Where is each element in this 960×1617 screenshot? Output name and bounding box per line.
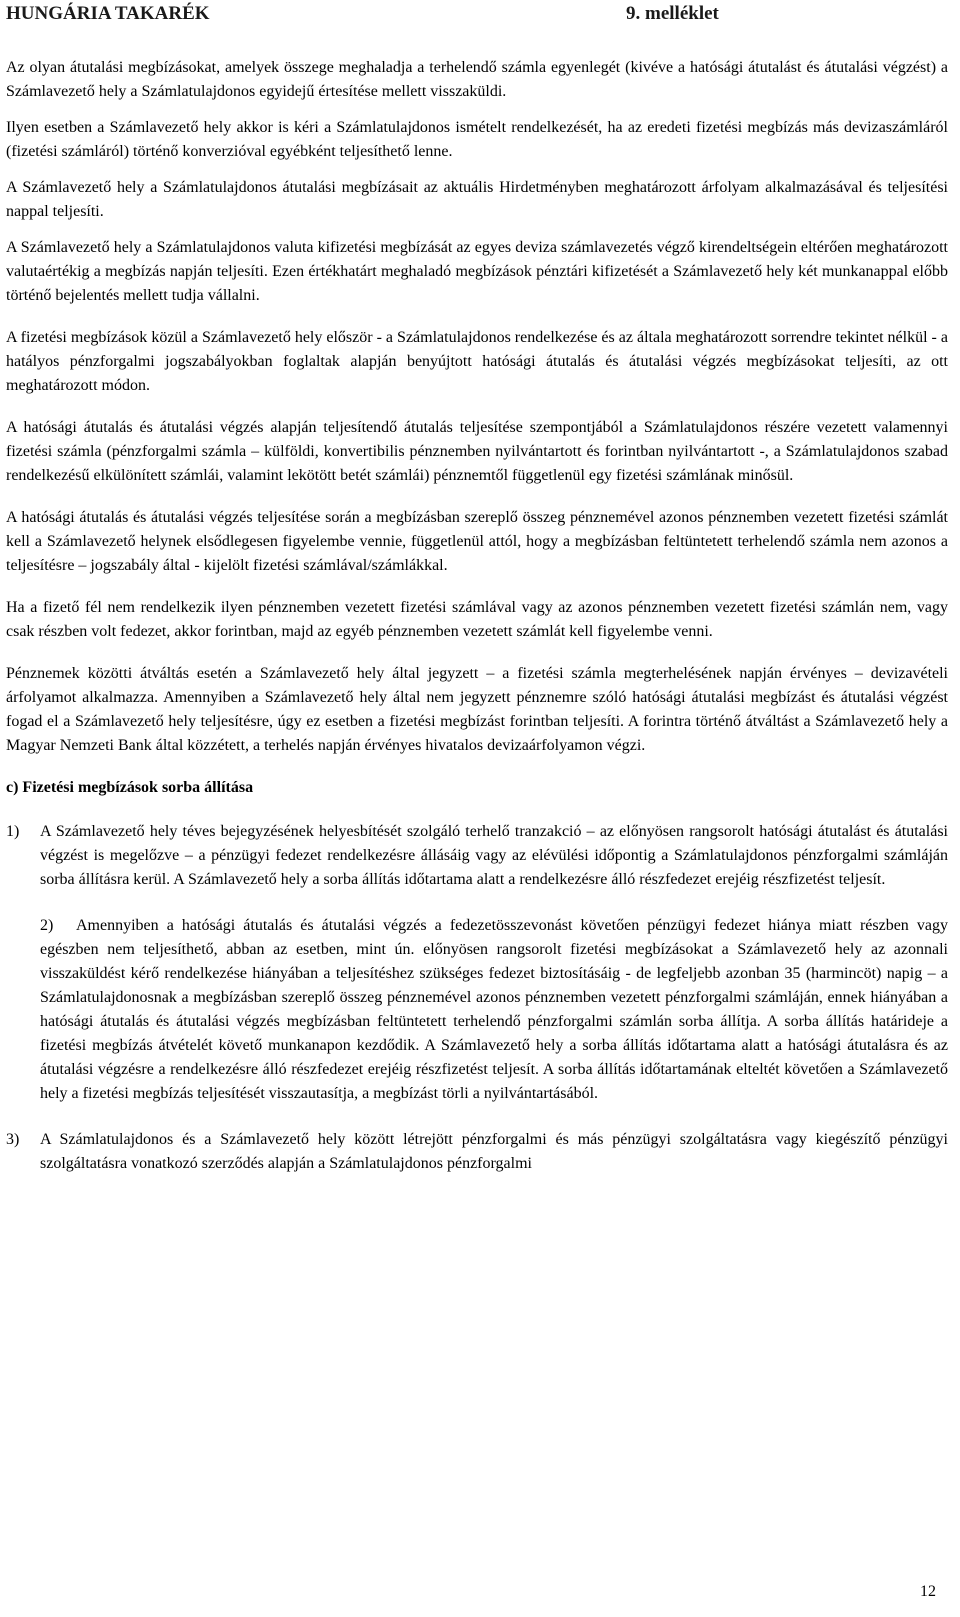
list-item-text: A Számlavezető hely téves bejegyzésének helyesbítését szolgáló terhelő tranzakció – az előnyösen rangsorolt hatósági átutalást és átutalási végzést is megelőzve – a pénzügyi fedezet rendelkezésre állásáig vagy az elévülési időpontig a Számlatulajdonos pénzforgalmi számláján sorba állításra kerül. A Számlavezető hely a sorba állítás időtartama alatt a rendelkezésre álló részfedezet erejéig részfizetést teljesít. — [40, 823, 948, 888]
organization-name: HUNGÁRIA TAKARÉK — [6, 3, 210, 24]
list-item — [6, 820, 948, 892]
page-header — [6, 0, 948, 30]
paragraph: Ilyen esetben a Számlavezető hely akkor is kéri a Számlatulajdonos ismételt rendelkezését, ha az eredeti fizetési megbízás más devizaszámláról (fizetési számláról) történő konverzióval egyébként teljesíthető lenne. — [6, 119, 948, 160]
document-page — [6, 0, 948, 1198]
paragraph: A hatósági átutalás és átutalási végzés teljesítése során a megbízásban szereplő összeg pénznemével azonos pénznemben vezetett fizetési számlát kell a Számlavezető helynek elsődlegesen figyelembe vennie, függetlenül attól, hogy a megbízásban feltüntetett terhelendő számla nem azonos a teljesítésre – jogszabály által - kijelölt fizetési számlával/számlákkal. — [6, 509, 948, 574]
page-number: 12 — [920, 1583, 936, 1600]
paragraph: Pénznemek közötti átváltás esetén a Számlavezető hely által jegyzett – a fizetési számla megterhelésének napján érvényes – devizavételi árfolyamot alkalmazza. Amennyiben a Számlavezető hely által nem jegyzett pénznemre szóló hatósági átutalási megbízást és átutalási végzést fogad el a Számlavezető hely teljesítésre, úgy ez esetben a fizetési megbízást forintban teljesíti. A forintra történő átváltást a Számlavezető hely a Magyar Nemzeti Bank által közzétett, a terhelés napján érvényes hivatalos devizaárfolyamon végzi. — [6, 665, 948, 754]
list-item-number: 2) — [40, 917, 54, 934]
list-item-number: 1) — [6, 823, 20, 840]
paragraph: Ha a fizető fél nem rendelkezik ilyen pénznemben vezetett fizetési számlával vagy az azonos pénznemben vezetett fizetési számlán nem, vagy csak részben volt fedezet, akkor forintban, majd az egyéb pénznemben vezetett számlát kell figyelembe venni. — [6, 599, 948, 640]
list-item-number: 3) — [6, 1131, 20, 1148]
list-item-text: Amennyiben a hatósági átutalás és átutalási végzés a fedezetösszevonást követően pénzügyi fedezet hiánya miatt részben vagy egészben nem teljesíthető, abban az esetben, mint ún. előnyösen rangsorolt fizetési megbízásokat a Számlavezető hely az azonnali visszaküldést kérő rendelkezése hiányában a teljesítéshez szükséges fedezet biztosításáig - de legfeljebb azonban 35 (harmincöt) napig – a Számlatulajdonosnak a megbízásban szereplő összeg pénznemével azonos pénznemben vezetett pénzforgalmi számláján, ennek hiányában a hatósági átutalás és átutalási végzés megbízásban feltüntetett terhelendő pénzforgalmi számlán sorba állítja. A sorba állítás határideje a fizetési megbízás átvételét követő munkanapon kezdődik. A Számlavezető hely a sorba állítás időtartama alatt a hatósági átutalásra és az átutalási végzésre a rendelkezésre álló részfedezet erejéig részfizetést teljesít. A sorba állítás időtartamának elteltét követően a Számlavezető hely a fizetési megbízás teljesítését visszautasítja, a megbízást törli a nyilvántartásából. — [40, 917, 948, 1102]
paragraph: A Számlavezető hely a Számlatulajdonos valuta kifizetési megbízását az egyes deviza számlavezetés végző kirendeltségein eltérően meghatározott valutaértékig a megbízás napján teljesíti. Ezen értékhatárt meghaladó megbízások pénztári kifizetését a Számlavezető hely két munkanappal előbb történő bejelentés mellett tudja vállalni. — [6, 239, 948, 304]
annex-label: 9. melléklet — [626, 3, 719, 24]
section-title: c) Fizetési megbízások sorba állítása — [6, 779, 254, 796]
paragraph: A hatósági átutalás és átutalási végzés alapján teljesítendő átutalás teljesítése szempontjából a Számlatulajdonos részére vezetett valamennyi fizetési számla (pénzforgalmi számla – külföldi, konvertibilis pénznemben nyilvántartott és forintban nyilvántartott -, a Számlatulajdonos szabad rendelkezésű elkülönített számlái, valamint lekötött betét számlái) pénznemtől függetlenül egy fizetési számlának minősül. — [6, 419, 948, 484]
paragraph: A Számlavezető hely a Számlatulajdonos átutalási megbízásait az aktuális Hirdetményben meghatározott árfolyam alkalmazásával és teljesítési nappal teljesíti. — [6, 179, 948, 220]
list-item — [6, 1128, 948, 1176]
list-item — [6, 914, 948, 1106]
paragraph: A fizetési megbízások közül a Számlavezető hely először - a Számlatulajdonos rendelkezése és az általa meghatározott sorrendre tekintet nélkül - a hatályos pénzforgalmi jogszabályokban foglaltak alapján benyújtott hatósági átutalás és átutalási végzés megbízásokat teljesíti, az ott meghatározott módon. — [6, 329, 948, 394]
list-item-text: A Számlatulajdonos és a Számlavezető hely között létrejött pénzforgalmi és más pénzügyi szolgáltatásra vagy kiegészítő pénzügyi szolgáltatásra vonatkozó szerződés alapján a Számlatulajdonos pénzforgalmi — [40, 1131, 948, 1172]
paragraph: Az olyan átutalási megbízásokat, amelyek összege meghaladja a terhelendő számla egyenlegét (kivéve a hatósági átutalást és átutalási végzést) a Számlavezető hely a Számlatulajdonos egyidejű értesítése mellett visszaküldi. — [6, 59, 948, 100]
